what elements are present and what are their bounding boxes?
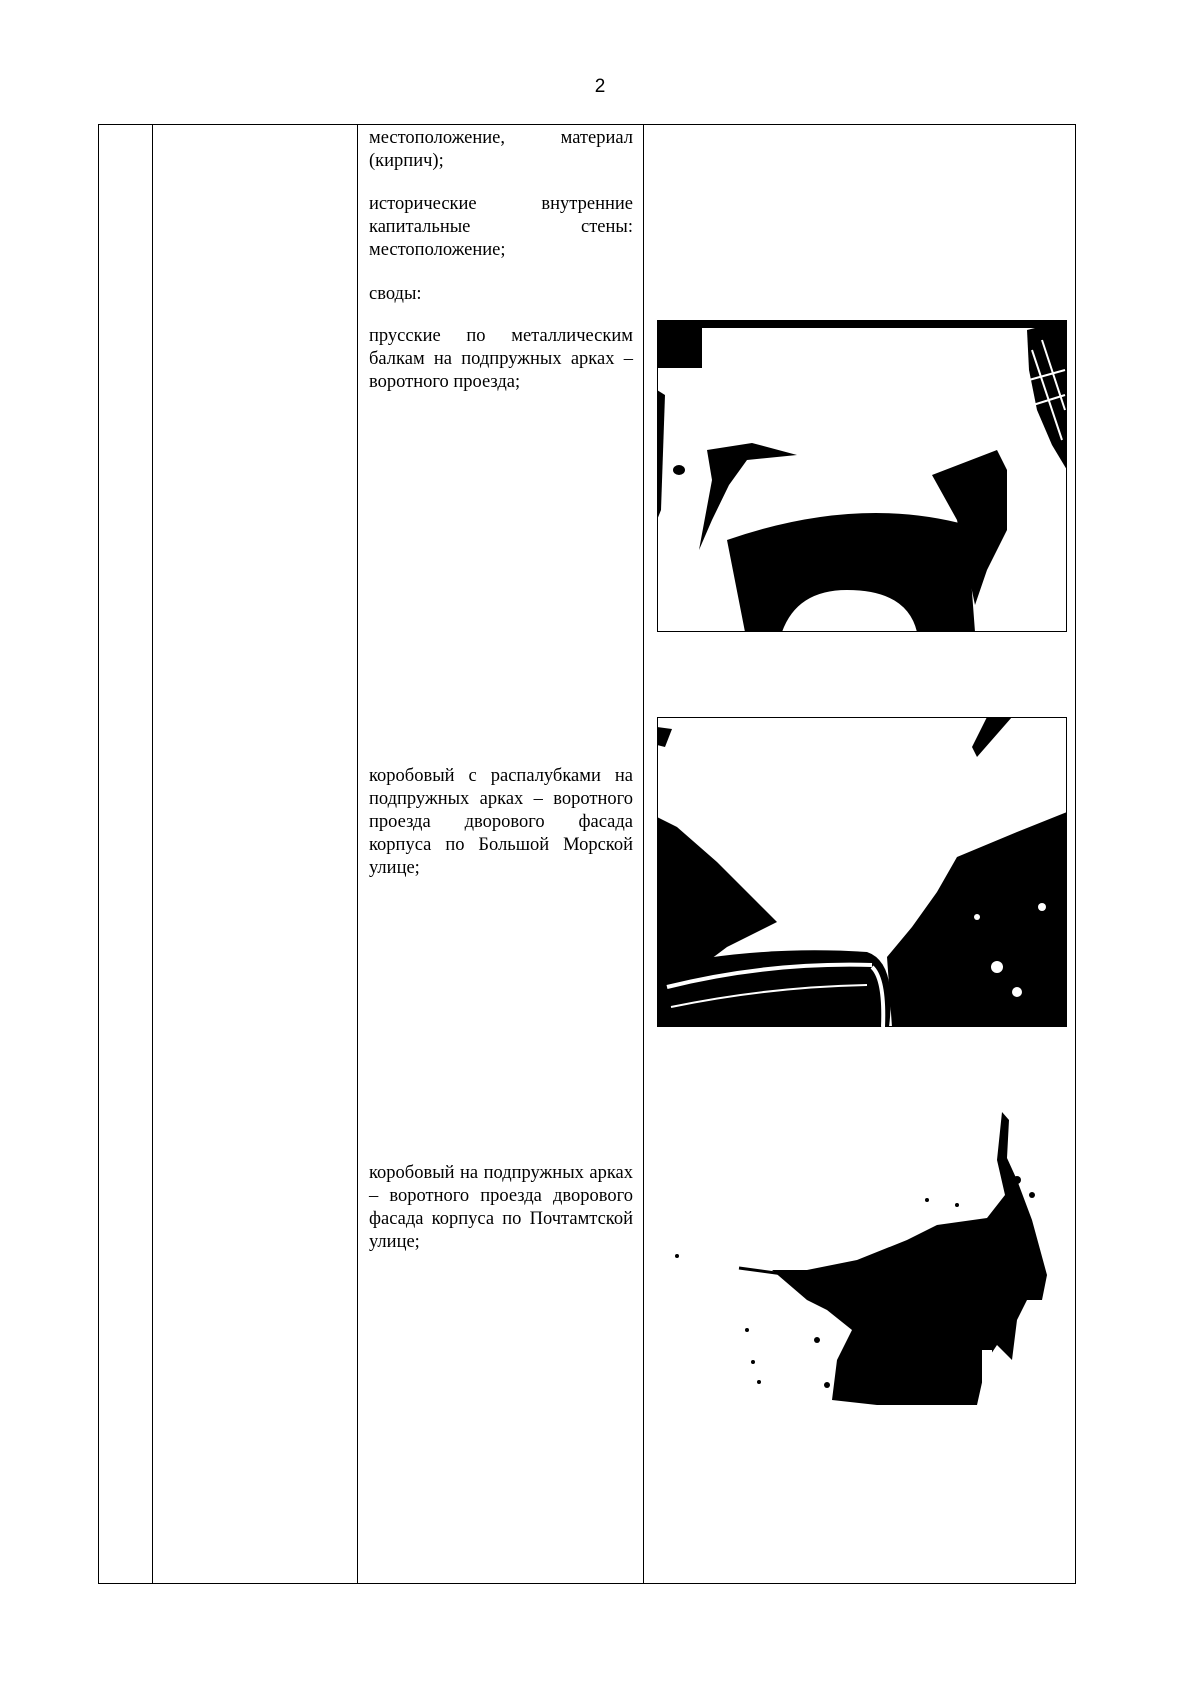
paragraph-vaults-heading: своды: [369, 284, 422, 304]
column-divider-2 [357, 125, 358, 1583]
text-block-inner-walls [369, 193, 633, 262]
paragraph-box-vault-lunettes: коробовый с распалубками на подпружных арках – воротного проезда дворового фасада корпуса по Большой Морской улице; [369, 766, 633, 878]
text-block-prussian-vaults [369, 325, 633, 394]
column-divider-3 [643, 125, 644, 1583]
document-table [98, 124, 1076, 1584]
vault-photo-2 [657, 717, 1067, 1027]
text-block-box-vault-lunettes [369, 765, 633, 880]
vault-photo-1 [657, 320, 1067, 632]
paragraph-inner-walls: исторические внутренние капитальные стены: местоположение; [369, 194, 633, 260]
paragraph-box-vault: коробовый на подпружных арках – воротного проезда дворового фасада корпуса по Почтамтской улице; [369, 1163, 633, 1252]
paragraph-location-material: местоположение, материал (кирпич); [369, 128, 633, 171]
column-divider-1 [152, 125, 153, 1583]
paragraph-prussian-vaults: прусские по металлическим балкам на подпружных арках – воротного проезда; [369, 326, 633, 392]
text-block-location-material [369, 127, 633, 173]
text-block-box-vault [369, 1162, 633, 1254]
page-number: 2 [594, 76, 606, 97]
vault-photo-3 [657, 1100, 1067, 1440]
text-block-vaults [369, 283, 633, 306]
